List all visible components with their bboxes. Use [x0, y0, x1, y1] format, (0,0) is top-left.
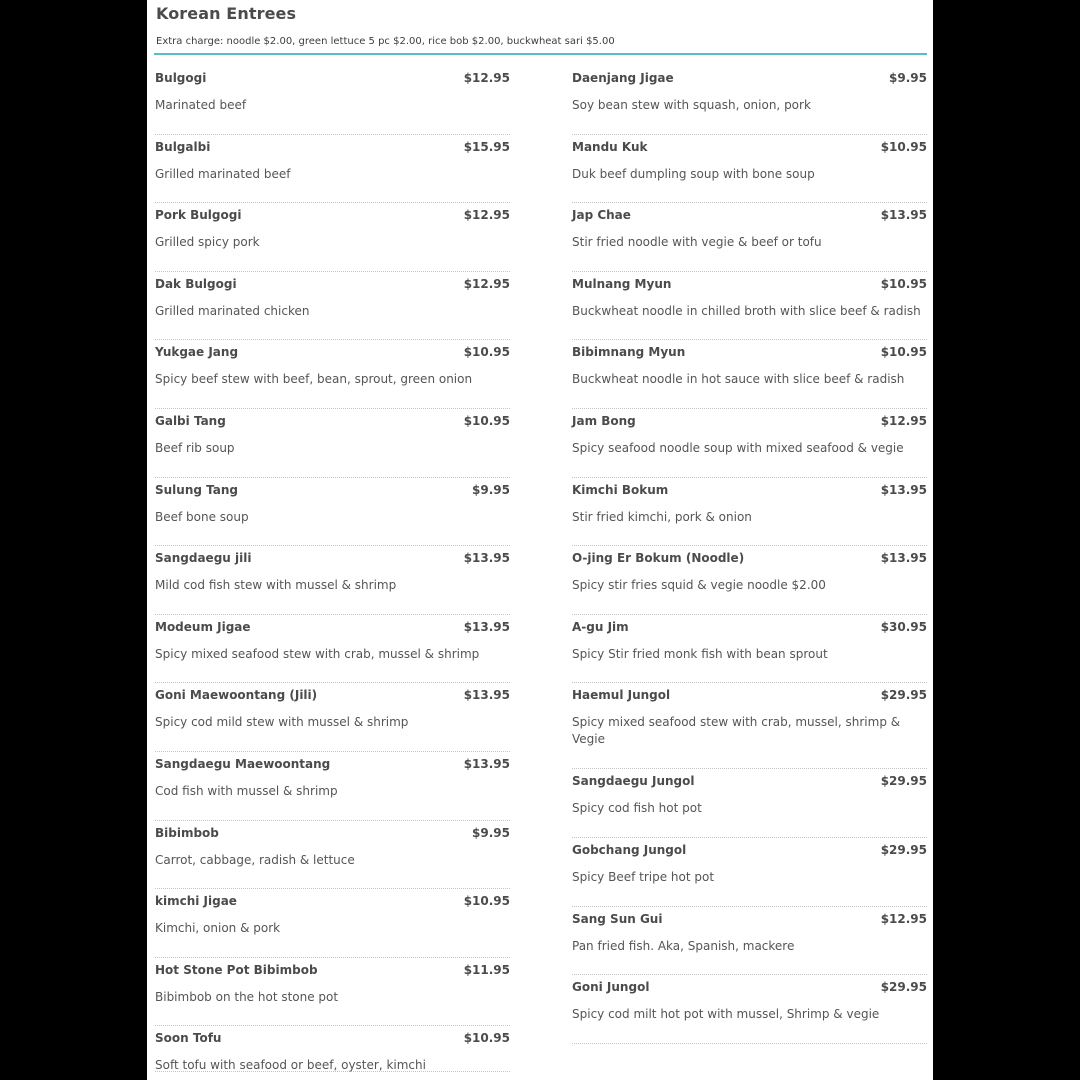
menu-item-price: $13.95: [463, 756, 510, 771]
menu-item-description: Spicy Stir fried monk fish with bean sprout: [572, 646, 828, 661]
menu-item-price: $9.95: [472, 482, 510, 497]
menu-item-price: $30.95: [880, 619, 927, 634]
menu-item-name: Sang Sun Gui: [572, 911, 663, 926]
menu-item-name: Bulgalbi: [155, 139, 211, 154]
menu-item: [572, 907, 927, 976]
menu-item-description: Spicy mixed seafood stew with crab, mussel, shrimp & Vegie: [572, 715, 901, 747]
menu-item: [572, 975, 927, 1044]
menu-item-price: $15.95: [463, 139, 510, 154]
menu-item-description: Spicy cod milt hot pot with mussel, Shrimp & vegie: [572, 1007, 880, 1022]
menu-item-description: Duk beef dumpling soup with bone soup: [572, 166, 815, 181]
menu-item-price: $10.95: [880, 276, 927, 291]
menu-item-price: $11.95: [463, 962, 510, 977]
menu-item-description: Spicy cod fish hot pot: [572, 801, 702, 816]
menu-item-description: Spicy mixed seafood stew with crab, mussel & shrimp: [155, 646, 480, 661]
menu-item: [572, 409, 927, 478]
menu-item-description: Spicy stir fries squid & vegie noodle $2.00: [572, 578, 826, 593]
menu-item-description: Bibimbob on the hot stone pot: [155, 989, 339, 1004]
menu-item: [155, 546, 510, 615]
menu-item-name: Goni Jungol: [572, 980, 650, 995]
menu-column-left: [155, 66, 510, 1072]
menu-item-description: Beef rib soup: [155, 440, 235, 455]
menu-item-description: Grilled spicy pork: [155, 235, 260, 250]
menu-item-description: Buckwheat noodle in chilled broth with slice beef & radish: [572, 303, 921, 318]
menu-item: [572, 769, 927, 838]
menu-column-right: [572, 66, 927, 1044]
menu-item: [572, 66, 927, 135]
menu-item: [155, 752, 510, 821]
menu-item-description: Grilled marinated chicken: [155, 303, 310, 318]
menu-item-price: $29.95: [880, 842, 927, 857]
menu-item: [155, 683, 510, 752]
menu-item-price: $12.95: [463, 208, 510, 223]
menu-item-description: Grilled marinated beef: [155, 166, 291, 181]
menu-item-description: Soy bean stew with squash, onion, pork: [572, 98, 811, 112]
menu-item-name: Bibimbob: [155, 825, 219, 840]
menu-item-name: Sangdaegu Maewoontang: [155, 756, 331, 771]
menu-item-description: Buckwheat noodle in hot sauce with slice beef & radish: [572, 372, 905, 387]
menu-item-name: A-gu Jim: [572, 619, 629, 634]
menu-item-name: Mulnang Myun: [572, 276, 672, 291]
menu-item: [155, 66, 510, 135]
menu-item: [155, 203, 510, 272]
menu-item: [155, 409, 510, 478]
menu-item: [572, 135, 927, 204]
menu-item: [572, 272, 927, 341]
menu-item-price: $10.95: [463, 413, 510, 428]
menu-item-name: Haemul Jungol: [572, 688, 671, 703]
menu-item-price: $10.95: [463, 894, 510, 909]
menu-item-price: $9.95: [472, 825, 510, 840]
menu-item-name: Pork Bulgogi: [155, 208, 242, 223]
menu-item-price: $9.95: [889, 71, 927, 85]
menu-item: [572, 340, 927, 409]
menu-item-price: $13.95: [463, 551, 510, 566]
menu-item-name: kimchi Jigae: [155, 894, 237, 909]
menu-item-description: Mild cod fish stew with mussel & shrimp: [155, 578, 397, 593]
menu-item-name: Dak Bulgogi: [155, 276, 237, 291]
menu-item-name: Gobchang Jungol: [572, 842, 687, 857]
menu-item-name: Goni Maewoontang (Jili): [155, 688, 318, 703]
menu-item: [572, 838, 927, 907]
menu-item-description: Stir fried noodle with vegie & beef or tofu: [572, 235, 822, 250]
menu-item-name: Bulgogi: [155, 71, 207, 85]
menu-item-name: Jap Chae: [572, 208, 631, 223]
menu-item-price: $29.95: [880, 688, 927, 703]
menu-item-name: Sangdaegu jili: [155, 551, 252, 566]
menu-item: [155, 478, 510, 547]
menu-item-price: $10.95: [463, 1031, 510, 1046]
menu-item-price: $29.95: [880, 980, 927, 995]
menu-item-name: Mandu Kuk: [572, 139, 648, 154]
menu-item-name: Bibimnang Myun: [572, 345, 686, 360]
menu-item-description: Beef bone soup: [155, 509, 249, 524]
menu-item: [155, 615, 510, 684]
menu-item-description: Cod fish with mussel & shrimp: [155, 783, 338, 798]
menu-item-name: Daenjang Jigae: [572, 71, 674, 85]
menu-item: [155, 272, 510, 341]
menu-item: [155, 340, 510, 409]
menu-item-description: Marinated beef: [155, 98, 247, 112]
menu-item-name: Hot Stone Pot Bibimbob: [155, 962, 318, 977]
menu-item: [155, 821, 510, 890]
menu-page: [147, 0, 933, 1080]
section-divider: [154, 53, 927, 55]
extra-charge-note: Extra charge: noodle $2.00, green lettuce 5 pc $2.00, rice bob $2.00, buckwheat sari $5.00: [156, 36, 615, 47]
menu-item-name: Kimchi Bokum: [572, 482, 669, 497]
menu-item-description: Spicy seafood noodle soup with mixed seafood & vegie: [572, 440, 904, 455]
menu-item: [572, 615, 927, 684]
menu-item-price: $12.95: [880, 413, 927, 428]
menu-item-description: Stir fried kimchi, pork & onion: [572, 509, 752, 524]
menu-item-price: $10.95: [880, 139, 927, 154]
menu-item-price: $13.95: [463, 619, 510, 634]
menu-item-price: $13.95: [880, 551, 927, 566]
menu-item-description: Pan fried fish. Aka, Spanish, mackere: [572, 938, 795, 953]
menu-item: [572, 546, 927, 615]
menu-item: [155, 889, 510, 958]
menu-item: [572, 683, 927, 769]
menu-item-name: Sulung Tang: [155, 482, 239, 497]
menu-item-price: $13.95: [463, 688, 510, 703]
menu-item: [155, 958, 510, 1027]
menu-item-name: O-jing Er Bokum (Noodle): [572, 551, 745, 566]
menu-item-description: Kimchi, onion & pork: [155, 921, 281, 936]
menu-item-price: $12.95: [880, 911, 927, 926]
menu-item-name: Jam Bong: [572, 413, 636, 428]
menu-item: [572, 478, 927, 547]
menu-item: [155, 135, 510, 204]
menu-item-price: $13.95: [880, 208, 927, 223]
menu-item-price: $12.95: [463, 276, 510, 291]
menu-item-description: Spicy beef stew with beef, bean, sprout, green onion: [155, 372, 473, 387]
menu-item-description: Spicy Beef tripe hot pot: [572, 869, 715, 884]
menu-item-name: Soon Tofu: [155, 1031, 222, 1046]
menu-item-description: Soft tofu with seafood or beef, oyster, kimchi: [155, 1058, 426, 1073]
menu-item: [155, 1026, 510, 1072]
menu-item-name: Galbi Tang: [155, 413, 226, 428]
section-title: Korean Entrees: [156, 4, 297, 23]
menu-item-name: Yukgae Jang: [155, 345, 239, 360]
menu-item-price: $29.95: [880, 774, 927, 789]
menu-item-name: Sangdaegu Jungol: [572, 774, 695, 789]
menu-item-description: Carrot, cabbage, radish & lettuce: [155, 852, 355, 867]
menu-item-price: $10.95: [463, 345, 510, 360]
menu-item-price: $13.95: [880, 482, 927, 497]
menu-item: [572, 203, 927, 272]
menu-item-description: Spicy cod mild stew with mussel & shrimp: [155, 715, 409, 730]
menu-item-price: $12.95: [463, 71, 510, 85]
menu-item-name: Modeum Jigae: [155, 619, 251, 634]
menu-item-price: $10.95: [880, 345, 927, 360]
